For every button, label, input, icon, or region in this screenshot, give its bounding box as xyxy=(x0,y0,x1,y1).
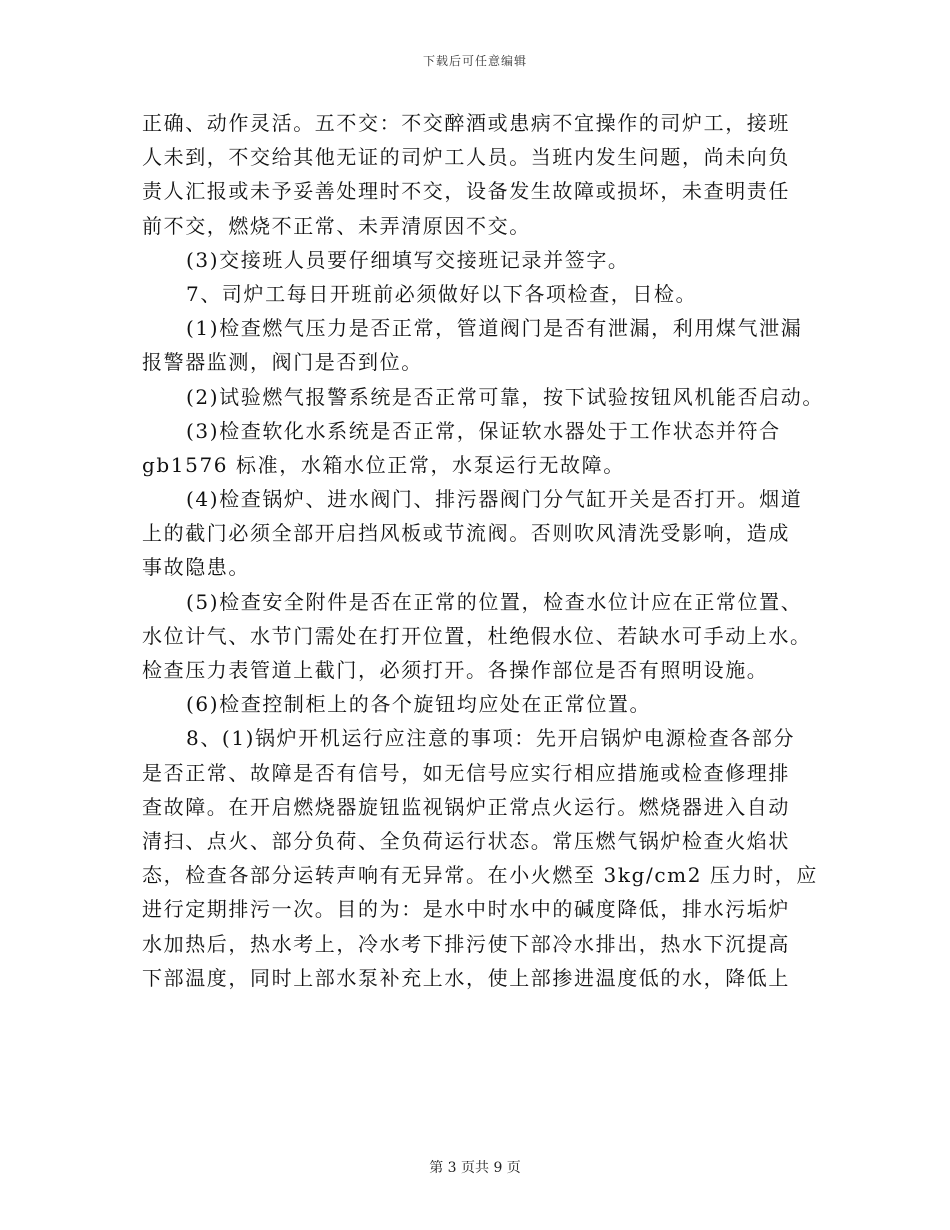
text-line: (6)检查控制柜上的各个旋钮均应处在正常位置。 xyxy=(186,692,652,717)
text-line: (3)检查软化水系统是否正常，保证软水器处于工作状态并符合 xyxy=(186,418,781,443)
text-line: 前不交，燃烧不正常、未弄清原因不交。 xyxy=(142,213,531,238)
text-line: 态，检查各部分运转声响有无异常。在小火燃至 3kg/cm2 压力时，应 xyxy=(142,863,818,888)
text-line: 事故隐患。 xyxy=(142,555,250,580)
text-line: 清扫、点火、部分负荷、全负荷运行状态。常压燃气锅炉检查火焰状 xyxy=(142,828,790,853)
text-line: 检查压力表管道上截门，必须打开。各操作部位是否有照明设施。 xyxy=(142,658,769,682)
text-line: 人未到，不交给其他无证的司炉工人员。当班内发生问题，尚未向负 xyxy=(142,145,790,170)
page-header: 下载后可任意编辑 xyxy=(422,54,527,68)
text-line: 是否正常、故障是否有信号，如无信号应实行相应措施或检查修理排 xyxy=(142,760,790,785)
text-line: 查故障。在开启燃烧器旋钮监视锅炉正常点火运行。燃烧器进入自动 xyxy=(142,794,790,819)
page-footer: 第 3 页共 9 页 xyxy=(429,1160,521,1176)
document-body xyxy=(142,106,832,995)
text-line: (3)交接班人员要仔细填写交接班记录并签字。 xyxy=(186,247,630,272)
text-line: 上的截门必须全部开启挡风板或节流阀。否则吹风清洗受影响，造成 xyxy=(142,521,790,546)
text-line: 下部温度，同时上部水泵补充上水，使上部掺进温度低的水，降低上 xyxy=(142,965,790,990)
text-line: (1)检查燃气压力是否正常，管道阀门是否有泄漏，利用煤气泄漏 xyxy=(186,316,803,341)
text-line: gb1576 标准，水箱水位正常，水泵运行无故障。 xyxy=(142,452,625,477)
text-line: 责人汇报或未予妥善处理时不交，设备发生故障或损坏，未查明责任 xyxy=(142,179,790,204)
text-line: (5)检查安全附件是否在正常的位置，检查水位计应在正常位置、 xyxy=(186,589,803,614)
text-line: 水位计气、水节门需处在打开位置，杜绝假水位、若缺水可手动上水。 xyxy=(142,623,812,648)
text-line: 报警器监测，阀门是否到位。 xyxy=(142,350,423,375)
text-line: 水加热后，热水考上，冷水考下排污使下部冷水排出，热水下沉提高 xyxy=(142,931,790,956)
text-line: 进行定期排污一次。目的为：是水中时水中的碱度降低，排水污垢炉 xyxy=(142,897,790,922)
text-line: 正确、动作灵活。五不交：不交醉酒或患病不宜操作的司炉工，接班 xyxy=(142,111,790,135)
text-line: 8、(1)锅炉开机运行应注意的事项：先开启锅炉电源检查各部分 xyxy=(186,726,796,751)
text-line: 7、司炉工每日开班前必须做好以下各项检查，日检。 xyxy=(186,281,698,306)
text-line: (2)试验燃气报警系统是否正常可靠，按下试验按钮风机能否启动。 xyxy=(186,384,824,409)
text-line: (4)检查锅炉、进水阀门、排污器阀门分气缸开关是否打开。烟道 xyxy=(186,487,803,512)
